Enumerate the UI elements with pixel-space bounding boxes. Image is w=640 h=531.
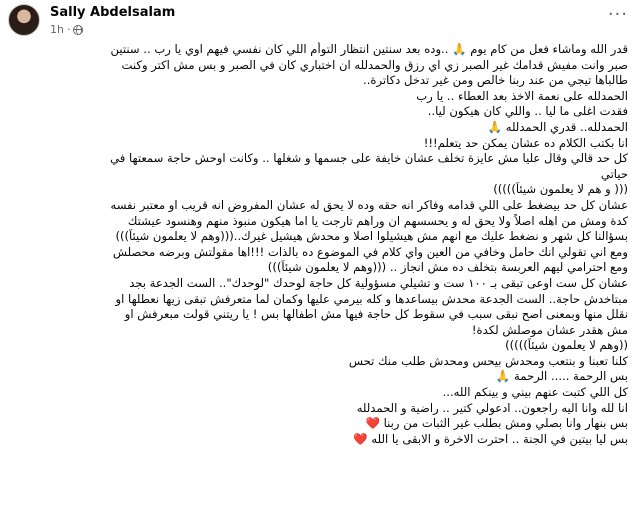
post-text-line: انا بكتب الكلام ده عشان يمكن حد يتعلم!!! (423, 135, 628, 150)
post-text-line: بس ليا بيتين في الجنة .. احترت الاخرة و الابقى يا الله ❤️ (353, 431, 628, 446)
post-text-line: عشان كل ست اوعى تبقى بـ ١٠٠ ست و تشيلي مسؤولية كل حاجة لوحدك "لوحدك".. الست الجدعة بجد (129, 275, 628, 290)
post-text-line: كلنا تعبنا و بنتعب ومحدش بيحس ومحدش طلب منك تحس (348, 353, 628, 368)
author-name[interactable]: Sally Abdelsalam (50, 5, 176, 20)
post-header (8, 4, 632, 40)
post-text-line: نقلل منها وبمعنى اصح نبقى سبب في سقوط كل حاجة فيها مش اطفالها بس ! يا ريتني قولت مبعرفش او (124, 307, 628, 322)
post-text-line: ومع احترامي ليهم العربسة بتخلف ده مش انجاز .. (((وهم لا يعلمون شيئاً))) (267, 260, 628, 275)
post-text-line: فقدت اغلى ما ليا .. واللي كان هيكون ليا.. (427, 104, 628, 119)
post-text-line: بس الرحمة ..... الرحمة 🙏 (495, 369, 628, 384)
more-icon[interactable]: ··· (607, 4, 628, 25)
post-text-line: صبر وانت مفيش قدامك غير الصبر زي اي رزق والحمدلله ان اختباري كان في الصبر و بس مش اكتر وكنت (121, 57, 628, 72)
post-text-line: ومع اني تقولي انك حامل وخافي من العين واي كلام في الموضوع ده بالذات !!!اها مقولتش وبرضه محصلش (112, 244, 628, 259)
post-text-line: كل حد قالي وقال عليا مش عايزة تخلف عشان خايفة على جسمها و شغلها .. وكانت اوحش حاجة سمعتها في (110, 151, 628, 166)
post-text-line: الحمدلله.. قدري الحمدلله 🙏 (487, 119, 628, 134)
post-text (12, 42, 628, 447)
post-text-line: انا لله وانا اليه راجعون.. ادعولي كتير .. راضية و الحمدلله (356, 400, 628, 415)
globe-icon (73, 25, 83, 35)
post-time[interactable]: 1h (50, 23, 64, 36)
post-text-line: قدر الله وماشاء فعل من كام يوم 🙏 ..وده بعد سنتين انتظار التوأم اللي كان نفسي فيهم اوي يا رب .. سنتين (110, 42, 628, 56)
post-text-line: ((وهم لا يعلمون شيئاً))))) (505, 338, 628, 353)
post-text-line: طالباها تيجي من عند ربنا خالص ومن غير تدخل دكاترة.. (363, 73, 628, 88)
post-text-line: مبتاخدش حاجة.. الست الجدعة محدش بيساعدها و كله بيرمي عليها وكمان لما متعرفش تبقى زيها نعطلها او (115, 291, 628, 306)
post-text-line: كدة ومش من اهله اصلاً ولا يحق له و يحسسهم ان وراهم تارجت يا اما هيكون منبوذ منهم وهنسود عيشتك (127, 213, 628, 228)
post-meta: 1h · (50, 23, 83, 36)
post-text-line: كل اللي كتبت عنهم بيني و بينكم الله... (442, 385, 628, 400)
post-text-line: بس بنهار وانا بصلي ومش بطلب غير الثبات من ربنا ❤️ (365, 416, 628, 431)
post-text-line: ((( و هم لا يعلمون شيئاً))))) (493, 182, 628, 197)
post-text-line: مش هقدر عشان موصلش لكدة! (471, 322, 628, 337)
post-text-line: الحمدلله على نعمة الاخذ بعد العطاء .. يا رب (416, 88, 628, 103)
post-text-line: بسؤالنا كل شهر و نضغط عليك مع انهم مش هيشيلوا اصلا و محدش هيشيل غيرك..(((وهم لا يعلمون شيئاً))) (115, 229, 628, 244)
avatar[interactable] (8, 4, 40, 36)
post-text-line: حياتي (600, 166, 628, 181)
post-text-line: عشان كل حد بيضغط على اللي قدامه وفاكر انه حقه وده لا يحق له عشان المفروض انه قريب او معتبر نفسه (110, 197, 628, 212)
